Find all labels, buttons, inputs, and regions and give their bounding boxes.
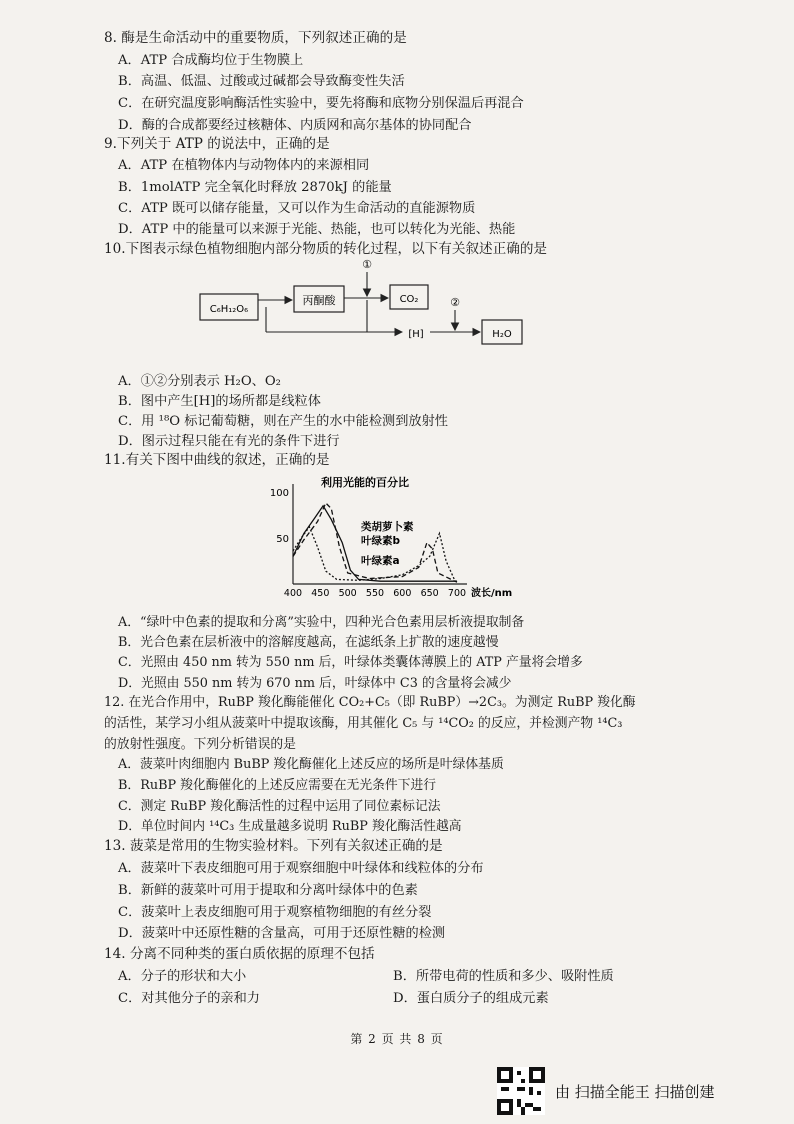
mark-1: ① bbox=[362, 258, 372, 271]
x-tick-label: 450 bbox=[311, 588, 330, 599]
qr-code-icon bbox=[497, 1067, 545, 1115]
q9-option-d: D．ATP 中的能量可以来源于光能、热能，也可以转化为光能、热能 bbox=[118, 222, 516, 237]
q12-line1: 12. 在光合作用中，RuBP 羧化酶能催化 CO₂+C₅（即 RuBP）→2C₃。为测定 RuBP 羧化酶 bbox=[104, 695, 636, 710]
q12-option-a: A．菠菜叶肉细胞内 BuBP 羧化酶催化上述反应的场所是叶绿体基质 bbox=[118, 757, 504, 772]
q11-option-c: C．光照由 450 nm 转为 550 nm 后，叶绿体类囊体薄膜上的 ATP 产量将会增多 bbox=[118, 655, 583, 670]
q14-stem: 14. 分离不同种类的蛋白质依据的原理不包括 bbox=[104, 946, 375, 962]
absorption-chart bbox=[255, 472, 555, 612]
q11-option-a: A．“绿叶中色素的提取和分离”实验中，四种光合色素用层析液提取制备 bbox=[118, 615, 525, 630]
q9-option-c: C．ATP 既可以储存能量，又可以作为生命活动的直能源物质 bbox=[118, 201, 476, 216]
x-tick-label: 500 bbox=[338, 588, 357, 599]
q11-stem: 11.有关下图中曲线的叙述，正确的是 bbox=[104, 452, 330, 468]
series-label-2: 叶绿素a bbox=[361, 555, 400, 567]
q9-option-a: A．ATP 在植物体内与动物体内的来源相同 bbox=[118, 158, 370, 173]
page-number: 第 2 页 共 8 页 bbox=[350, 1032, 444, 1046]
x-tick-label: 550 bbox=[365, 588, 385, 599]
glucose-label: C₆H₁₂O₆ bbox=[209, 304, 249, 315]
chart-title: 利用光能的百分比 bbox=[321, 476, 409, 489]
series-label-1: 叶绿素b bbox=[361, 535, 401, 547]
q13-option-d: D．菠菜叶中还原性糖的含量高，可用于还原性糖的检测 bbox=[118, 926, 446, 941]
q12-line3: 的放射性强度。下列分析错误的是 bbox=[104, 737, 296, 752]
q14-option-d: D．蛋白质分子的组成元素 bbox=[393, 991, 549, 1006]
q8-option-a: A．ATP 合成酶均位于生物膜上 bbox=[118, 53, 304, 68]
y-tick-label: 100 bbox=[269, 488, 289, 499]
q11-option-b: B．光合色素在层析液中的溶解度越高，在滤纸条上扩散的速度越慢 bbox=[118, 635, 499, 650]
q14-row2 bbox=[118, 990, 549, 1007]
y-tick-label: 50 bbox=[276, 534, 289, 545]
q10-option-b: B．图中产生[H]的场所都是线粒体 bbox=[118, 394, 321, 409]
q13-option-b: B．新鲜的菠菜叶可用于提取和分离叶绿体中的色素 bbox=[118, 883, 418, 898]
water-label: H₂O bbox=[492, 329, 512, 340]
q13-stem: 13. 菠菜是常用的生物实验材料。下列有关叙述正确的是 bbox=[104, 838, 443, 854]
q9-option-b: B．1molATP 完全氧化时释放 2870kJ 的能量 bbox=[118, 180, 392, 195]
x-tick-label: 700 bbox=[447, 588, 467, 599]
x-tick-label: 600 bbox=[393, 588, 412, 599]
h-label: [H] bbox=[408, 329, 424, 340]
mark-2: ② bbox=[450, 296, 460, 309]
q13-option-a: A．菠菜叶下表皮细胞可用于观察细胞中叶绿体和线粒体的分布 bbox=[118, 861, 484, 876]
q11-option-d: D．光照由 550 nm 转为 670 nm 后，叶绿体中 C3 的含量将会减少 bbox=[118, 676, 512, 691]
q10-stem: 10.下图表示绿色植物细胞内部分物质的转化过程，以下有关叙述正确的是 bbox=[104, 241, 548, 257]
q13-option-c: C．菠菜叶上表皮细胞可用于观察植物细胞的有丝分裂 bbox=[118, 905, 432, 920]
q10-option-c: C．用 ¹⁸O 标记葡萄糖，则在产生的水中能检测到放射性 bbox=[118, 414, 448, 429]
q8-stem: 8. 酶是生命活动中的重要物质，下列叙述正确的是 bbox=[104, 30, 407, 46]
q8-option-d: D．酶的合成都要经过核糖体、内质网和高尔基体的协同配合 bbox=[118, 118, 472, 133]
scanner-watermark: 由 扫描全能王 扫描创建 bbox=[555, 1083, 715, 1101]
q12-line2: 的活性，某学习小组从菠菜叶中提取该酶，用其催化 C₅ 与 ¹⁴CO₂ 的反应，并检测产物 ¹⁴C₃ bbox=[104, 716, 623, 731]
q14-row1 bbox=[118, 968, 614, 985]
pyruvate-label: 丙酮酸 bbox=[302, 294, 336, 307]
q9-stem: 9.下列关于 ATP 的说法中，正确的是 bbox=[104, 136, 330, 152]
x-tick-label: 400 bbox=[283, 588, 303, 599]
q14-option-c: C．对其他分子的亲和力 bbox=[118, 991, 260, 1006]
x-tick-label: 650 bbox=[420, 588, 439, 599]
q10-option-d: D．图示过程只能在有光的条件下进行 bbox=[118, 434, 340, 449]
q10-option-a: A．①②分别表示 H₂O、O₂ bbox=[118, 374, 281, 389]
q8-option-c: C．在研究温度影响酶活性实验中，要先将酶和底物分别保温后再混合 bbox=[118, 96, 524, 111]
x-axis-label: 波长/nm bbox=[471, 588, 513, 599]
q8-option-b: B．高温、低温、过酸或过碱都会导致酶变性失活 bbox=[118, 74, 405, 89]
co2-label: CO₂ bbox=[399, 294, 419, 305]
series-label-0: 类胡萝卜素 bbox=[361, 521, 414, 533]
q12-option-d: D．单位时间内 ¹⁴C₃ 生成量越多说明 RuBP 羧化酶活性越高 bbox=[118, 819, 462, 834]
q14-option-b: B．所带电荷的性质和多少、吸附性质 bbox=[393, 969, 614, 984]
q12-option-b: B．RuBP 羧化酶催化的上述反应需要在无光条件下进行 bbox=[118, 778, 437, 793]
metabolism-diagram bbox=[190, 256, 550, 356]
q12-option-c: C．测定 RuBP 羧化酶活性的过程中运用了同位素标记法 bbox=[118, 799, 441, 814]
q14-option-a: A．分子的形状和大小 bbox=[118, 969, 247, 984]
